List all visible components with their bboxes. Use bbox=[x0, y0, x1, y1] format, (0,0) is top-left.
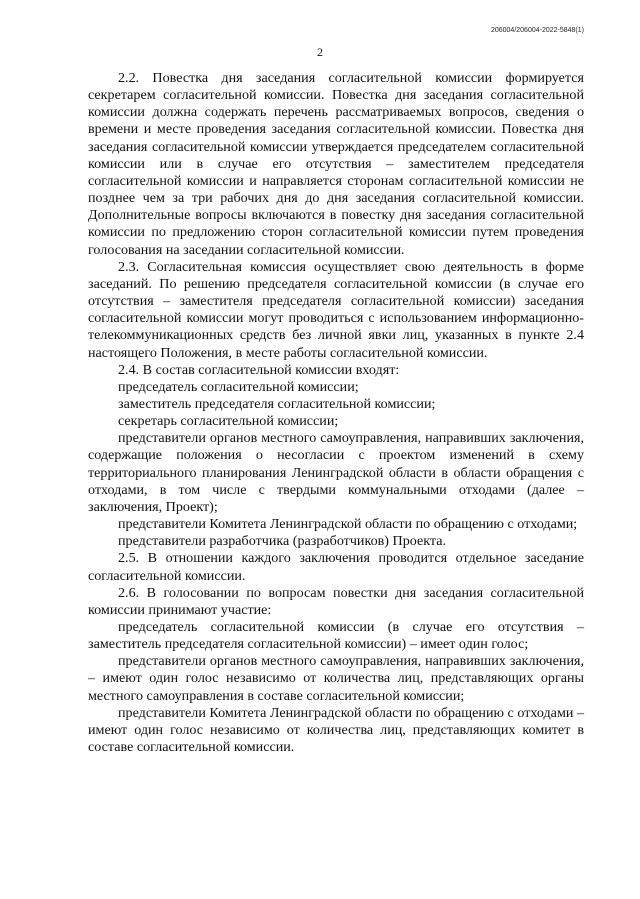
page-number: 2 bbox=[317, 45, 323, 59]
paragraph-2-6: 2.6. В голосовании по вопросам повестки дня заседания согласительной комиссии принимают участие: bbox=[88, 584, 584, 618]
voting-item-committee: представители Комитета Ленинградской области по обращению с отходами – имеют один голос независимо от количества лиц, представляющих комитет в составе согласительной комиссии. bbox=[88, 704, 584, 756]
list-item-committee: представители Комитета Ленинградской области по обращению с отходами; bbox=[118, 516, 578, 533]
list-item-chairman: председатель согласительной комиссии; bbox=[118, 378, 359, 395]
list-item-secretary: секретарь согласительной комиссии; bbox=[118, 413, 339, 430]
paragraph-2-4: 2.4. В состав согласительной комиссии входят: bbox=[118, 361, 400, 378]
paragraph-2-2: 2.2. Повестка дня заседания согласительной комиссии формируется секретарем согласительной комиссии. Повестка дня заседания согласительной комиссии должна содержать перечень рассматриваемых вопросов, сведения о времени и месте проведения заседания согласительной комиссии. Повестка дня заседания согласительной комиссии утверждается председателем согласительной комиссии или в случае его отсутствия – заместителем председателя согласительной комиссии и направляется сторонам согласительной комиссии не позднее чем за три рабочих дня до дня заседания согласительной комиссии. Дополнительные вопросы включаются в повестку дня заседания согласительной комиссии по предложению сторон согласительной комиссии путем проведения голосования на заседании согласительной комиссии. bbox=[88, 70, 584, 258]
document-id: 206004/206004-2022-5848(1) bbox=[490, 27, 584, 34]
voting-item-chairman: председатель согласительной комиссии (в случае его отсутствия – заместитель председателя согласительной комиссии) – имеет один голос; bbox=[88, 619, 584, 653]
voting-item-local-authorities: представители органов местного самоуправления, направивших заключения, – имеют один голос независимо от количества лиц, представляющих органы местного самоуправления в составе согласительной комиссии; bbox=[88, 653, 584, 704]
list-item-deputy-chairman: заместитель председателя согласительной комиссии; bbox=[118, 395, 436, 412]
list-item-developers: представители разработчика (разработчиков) Проекта. bbox=[118, 533, 446, 550]
list-item-local-authorities: представители органов местного самоуправления, направивших заключения, содержащие положения о несогласии с проектом изменений в схему территориального планирования Ленинградской области в области обращения с отходами, в том числе с твердыми коммунальными отходами (далее – заключения, Проект); bbox=[88, 430, 584, 515]
document-body bbox=[88, 70, 584, 756]
paragraph-2-5: 2.5. В отношении каждого заключения проводится отдельное заседание согласительной комиссии. bbox=[88, 550, 584, 584]
paragraph-2-3: 2.3. Согласительная комиссия осуществляет свою деятельность в форме заседаний. По решению председателя согласительной комиссии (в случае его отсутствия – заместителя председателя согласительной комиссии) заседания согласительной комиссии могут проводиться с использованием информационно-телекоммуникационных средств без личной явки лиц, указанных в пункте 2.4 настоящего Положения, в месте работы согласительной комиссии. bbox=[88, 258, 584, 361]
